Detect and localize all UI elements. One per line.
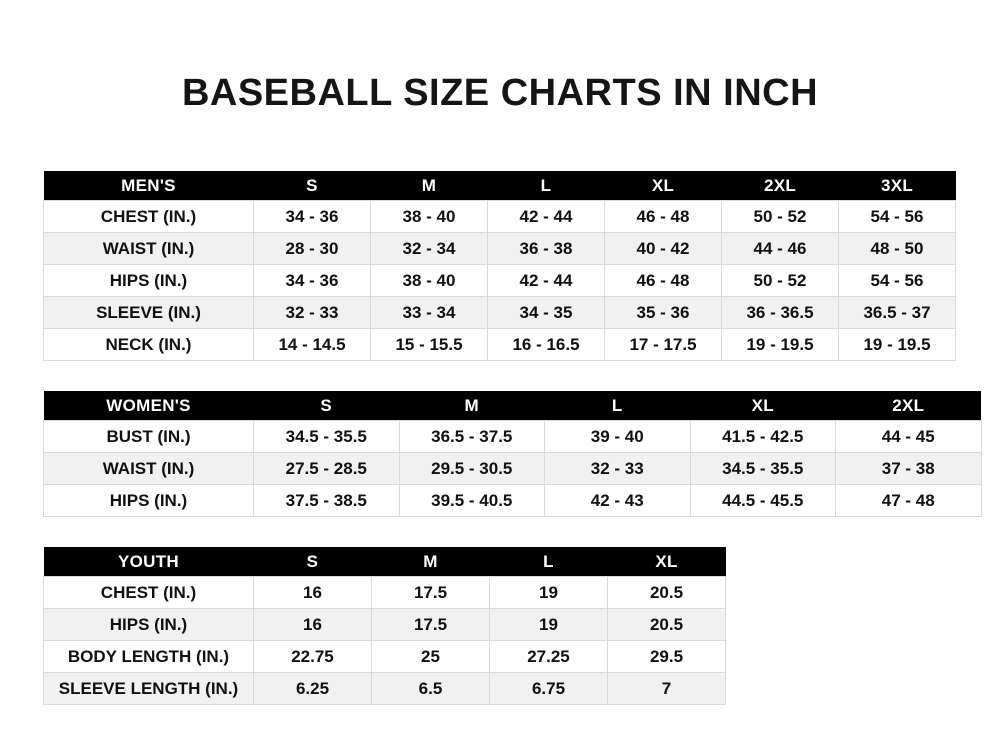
table-row — [44, 297, 956, 329]
table-header-row — [44, 547, 726, 577]
youth-header-m: M — [372, 547, 490, 577]
cell: 35 - 36 — [605, 297, 722, 329]
row-label: HIPS (IN.) — [44, 485, 254, 517]
row-label: HIPS (IN.) — [44, 609, 254, 641]
cell: 42 - 43 — [545, 485, 691, 517]
row-label: WAIST (IN.) — [44, 233, 254, 265]
table-row — [44, 453, 982, 485]
cell: 16 — [254, 577, 372, 609]
cell: 33 - 34 — [371, 297, 488, 329]
cell: 20.5 — [608, 577, 726, 609]
row-label: HIPS (IN.) — [44, 265, 254, 297]
cell: 14 - 14.5 — [254, 329, 371, 361]
womens-header-s: S — [254, 391, 400, 421]
cell: 19 - 19.5 — [722, 329, 839, 361]
cell: 36 - 36.5 — [722, 297, 839, 329]
table-row — [44, 201, 956, 233]
row-label: CHEST (IN.) — [44, 577, 254, 609]
cell: 37.5 - 38.5 — [254, 485, 400, 517]
youth-header-category: YOUTH — [44, 547, 254, 577]
row-label: BUST (IN.) — [44, 421, 254, 453]
cell: 44 - 46 — [722, 233, 839, 265]
mens-header-l: L — [488, 171, 605, 201]
cell: 36.5 - 37 — [839, 297, 956, 329]
mens-header-category: MEN'S — [44, 171, 254, 201]
cell: 47 - 48 — [836, 485, 982, 517]
cell: 34.5 - 35.5 — [254, 421, 400, 453]
mens-header-2xl: 2XL — [722, 171, 839, 201]
cell: 27.25 — [490, 641, 608, 673]
womens-size-table — [43, 391, 982, 517]
youth-header-s: S — [254, 547, 372, 577]
mens-header-m: M — [371, 171, 488, 201]
row-label: SLEEVE (IN.) — [44, 297, 254, 329]
mens-header-xl: XL — [605, 171, 722, 201]
womens-header-2xl: 2XL — [836, 391, 982, 421]
row-label: WAIST (IN.) — [44, 453, 254, 485]
cell: 34 - 36 — [254, 265, 371, 297]
cell: 54 - 56 — [839, 265, 956, 297]
cell: 17 - 17.5 — [605, 329, 722, 361]
cell: 38 - 40 — [371, 201, 488, 233]
cell: 17.5 — [372, 577, 490, 609]
table-row — [44, 233, 956, 265]
cell: 50 - 52 — [722, 265, 839, 297]
table-row — [44, 673, 726, 705]
row-label: NECK (IN.) — [44, 329, 254, 361]
cell: 46 - 48 — [605, 265, 722, 297]
mens-header-s: S — [254, 171, 371, 201]
youth-header-xl: XL — [608, 547, 726, 577]
cell: 34.5 - 35.5 — [690, 453, 836, 485]
table-row — [44, 421, 982, 453]
cell: 29.5 — [608, 641, 726, 673]
cell: 29.5 - 30.5 — [399, 453, 545, 485]
cell: 22.75 — [254, 641, 372, 673]
table-row — [44, 329, 956, 361]
cell: 19 — [490, 577, 608, 609]
womens-header-l: L — [545, 391, 691, 421]
cell: 20.5 — [608, 609, 726, 641]
cell: 19 — [490, 609, 608, 641]
cell: 27.5 - 28.5 — [254, 453, 400, 485]
table-row — [44, 641, 726, 673]
cell: 25 — [372, 641, 490, 673]
cell: 19 - 19.5 — [839, 329, 956, 361]
mens-size-table — [43, 171, 956, 361]
cell: 39 - 40 — [545, 421, 691, 453]
size-tables-container — [0, 171, 1000, 705]
cell: 32 - 33 — [545, 453, 691, 485]
table-row — [44, 609, 726, 641]
cell: 16 - 16.5 — [488, 329, 605, 361]
cell: 38 - 40 — [371, 265, 488, 297]
youth-header-l: L — [490, 547, 608, 577]
table-row — [44, 485, 982, 517]
cell: 16 — [254, 609, 372, 641]
cell: 42 - 44 — [488, 201, 605, 233]
cell: 36.5 - 37.5 — [399, 421, 545, 453]
cell: 36 - 38 — [488, 233, 605, 265]
cell: 34 - 35 — [488, 297, 605, 329]
cell: 48 - 50 — [839, 233, 956, 265]
womens-header-m: M — [399, 391, 545, 421]
row-label: CHEST (IN.) — [44, 201, 254, 233]
cell: 50 - 52 — [722, 201, 839, 233]
cell: 7 — [608, 673, 726, 705]
cell: 6.5 — [372, 673, 490, 705]
cell: 6.25 — [254, 673, 372, 705]
table-row — [44, 265, 956, 297]
cell: 44 - 45 — [836, 421, 982, 453]
womens-header-xl: XL — [690, 391, 836, 421]
mens-header-3xl: 3XL — [839, 171, 956, 201]
youth-size-table — [43, 547, 726, 705]
cell: 44.5 - 45.5 — [690, 485, 836, 517]
cell: 42 - 44 — [488, 265, 605, 297]
row-label: BODY LENGTH (IN.) — [44, 641, 254, 673]
cell: 6.75 — [490, 673, 608, 705]
cell: 39.5 - 40.5 — [399, 485, 545, 517]
cell: 32 - 34 — [371, 233, 488, 265]
cell: 41.5 - 42.5 — [690, 421, 836, 453]
cell: 32 - 33 — [254, 297, 371, 329]
row-label: SLEEVE LENGTH (IN.) — [44, 673, 254, 705]
cell: 40 - 42 — [605, 233, 722, 265]
cell: 15 - 15.5 — [371, 329, 488, 361]
table-header-row — [44, 391, 982, 421]
cell: 46 - 48 — [605, 201, 722, 233]
cell: 37 - 38 — [836, 453, 982, 485]
cell: 17.5 — [372, 609, 490, 641]
womens-header-category: WOMEN'S — [44, 391, 254, 421]
table-row — [44, 577, 726, 609]
cell: 54 - 56 — [839, 201, 956, 233]
table-header-row — [44, 171, 956, 201]
cell: 34 - 36 — [254, 201, 371, 233]
cell: 28 - 30 — [254, 233, 371, 265]
page-title: BASEBALL SIZE CHARTS IN INCH — [181, 72, 819, 114]
